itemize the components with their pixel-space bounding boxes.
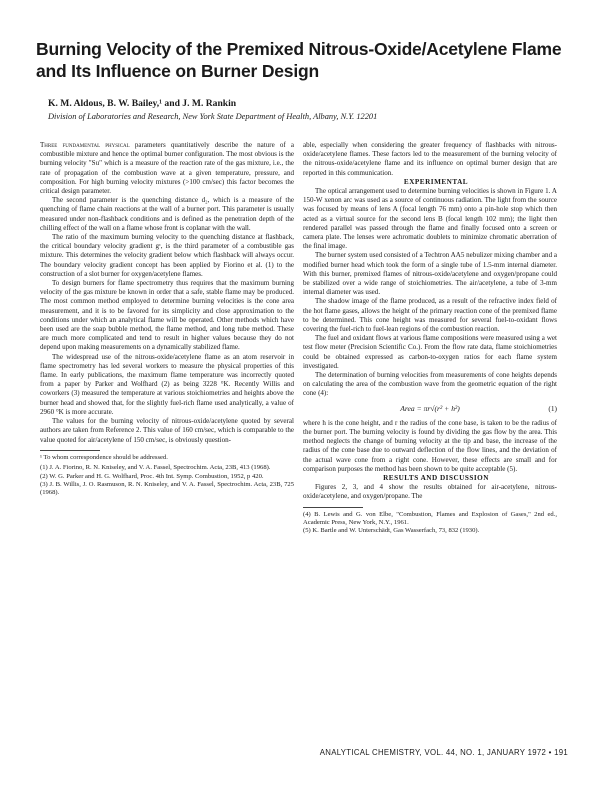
paragraph-intro — [40, 141, 294, 196]
paragraph-shadow-image: The shadow image of the flame produced, as a result of the refractive index field of the hot flame gases, allows the height of the primary reaction cone of the premixed flame to be determined. This cone height was measured for several fuel-to-oxidant flows covering the fuel-rich to fuel-lean regions of the combustion reaction. — [303, 297, 557, 334]
paragraph-results: Figures 2, 3, and 4 show the results obtained for air-acetylene, nitrous-oxide/acetylene, and oxygen/propane. The — [303, 483, 557, 501]
article-title: Burning Velocity of the Premixed Nitrous-Oxide/Acetylene Flame and Its Influence on Burner Design — [36, 39, 562, 81]
paragraph-flow-measurement: The fuel and oxidant flows at various flame compositions were measured using a wet test flow meter (Precision Scientific Co.). From the flow rate data, flame stoichiometries could be obtained expressed as carbon-to-oxygen ratios for each flame system investigated. — [303, 334, 557, 370]
paragraph-flame-temperature: The widespread use of the nitrous-oxide/acetylene flame as an atom reservoir in flame spectrometry has led several workers to measure the physical properties of this flame. In early publications, the maximum flame temperature was incorrectly quoted from a paper by Parker and Wolfhard (2) as being 3228 °K. Recently Willis and coworkers (3) measured the temperature at various stoichiometries and heights above the burner head and showed that, for the slightly fuel-rich flame used analytically, a value of 2960 °K is more accurate. — [40, 352, 294, 416]
paragraph-quenching-distance: The second parameter is the quenching distance d₂, which is a measure of the quenching of flame chain reactions at the wall of a burner port. This parameter is usually measured under non-flashback conditions and is defined as the penetration depth of the chilling effect of the wall on a flame whose front is coplanar with the wall. — [40, 196, 294, 232]
paragraph-burning-velocity-values: The values for the burning velocity of nitrous-oxide/acetylene quoted by several authors are taken from Reference 2. This value of 160 cm/sec, which is comparable to the value quoted for air/acetylene of 150 cm/sec, is obviously question- — [40, 417, 294, 444]
correspondence-footnote: ¹ To whom correspondence should be addressed. — [40, 453, 168, 461]
journal-footer: ANALYTICAL CHEMISTRY, VOL. 44, NO. 1, JANUARY 1972 • 191 — [319, 748, 568, 757]
section-heading-experimental: EXPERIMENTAL — [403, 177, 469, 186]
paragraph-velocity-gradient: The ratio of the maximum burning velocity to the quenching distance at flashback, the critical boundary velocity gradient gᶜ, is the third parameter of a combustible gas mixture. This determines the velocity gradient below which flashback will always occur. The boundary velocity gradient concept has been applied by Fiorino et al. (1) to the construction of a slot burner for oxygen/acetylene flames. — [40, 233, 294, 278]
reference-list-right — [303, 511, 557, 536]
paragraph-continuation: able, especially when considering the greater frequency of flashbacks with nitrous-oxide/acetylene flames. These factors led to the measurement of the burning velocity of the nitrous-oxide/acetylene flame and its influence on optimal burner design that are reported in this communication. — [303, 141, 557, 177]
paragraph-burner-system: The burner system used consisted of a Techtron AA5 nebulizer mixing chamber and a modified burner head which took the form of a single tube of 1.5-mm internal diameter. With this burner, premixed flames of nitrous-oxide/acetylene and oxygen/propane could be stabilized over a wide range of stoichiometries. The air/acetylene, a tube of 3-mm internal diameter was used. — [303, 251, 557, 297]
cone-area-equation: Area = πr√(r² + h²) — [400, 403, 460, 413]
author-list: K. M. Aldous, B. W. Bailey,¹ and J. M. Rankin — [48, 98, 237, 109]
reference-separator — [303, 507, 363, 508]
equation-number: (1) — [548, 403, 557, 413]
intro-text: parameters quantitatively describe the nature of a combustible mixture and hence the optimal burner configuration. The most obvious is the burning velocity "Su" which is a measure of the reaction rate of the gas mixture, i.e., the rate of propagation of the combustion wave at a given temperature, pressure, and composition. For high burning velocity mixtures (>100 cm/sec) this factor becomes the critical design parameter. — [40, 141, 295, 196]
equation-block — [303, 401, 557, 417]
right-column — [303, 141, 557, 536]
section-heading-results: RESULTS AND DISCUSSION — [383, 473, 489, 482]
paragraph-burner-design: To design burners for flame spectrometry thus requires that the maximum burning velocity of the gas mixture be known in order that a safe, stable flame may be produced. The most common method employed to determine burning velocities is the cone area measurement, and it is to be favored for its simplicity and close approximation to the conditions under which an analytical flame will be operated. Other methods which have been used are the soap bubble method, the flame method, and long tube method. These are much more complicated and tend to result in higher values because they do not depend upon making measurements on a dynamically stabilized flame. — [40, 279, 294, 352]
reference-item: (3) J. B. Willis, J. O. Rasmuson, R. N. Kniseley, and V. A. Fassel, Spectrochim. Acta, 23B, 725 (1968). — [40, 480, 294, 497]
affiliation: Division of Laboratories and Research, New York State Department of Health, Albany, N.Y. 12201 — [48, 112, 378, 121]
reference-item: (5) K. Bartle and W. Unterschädt, Gas Wasserfach, 73, 832 (1930). — [303, 527, 480, 535]
left-column — [40, 141, 294, 498]
paragraph-cone-height: The determination of burning velocities from measurements of cone heights depends on calculating the area of the combustion wave from the geometric equation of the right cone (4): — [303, 371, 557, 398]
reference-item: (1) J. A. Fiorino, R. N. Kniseley, and V. A. Fassel, Spectrochim. Acta, 23B, 413 (1968). — [40, 464, 271, 472]
reference-item: (4) B. Lewis and G. von Elbe, "Combustion, Flames and Explosion of Gases," 2nd ed., Academic Press, New York, N.Y., 1961. — [303, 510, 557, 526]
footnote-separator — [40, 450, 100, 451]
reference-list-left — [40, 464, 294, 498]
reference-item: (2) W. G. Parker and H. G. Wolfhard, Proc. 4th Int. Symp. Combustion, 1952, p 420. — [40, 472, 264, 480]
paragraph-method-notes: where h is the cone height, and r the radius of the cone base, is taken to be the radius of the burner port. The burning velocity is found by dividing the gas flow by the area. This method neglects the change of burning velocity at the tip and base, the increase of the radius of the cone base due to outward deflection of the flow lines, and the deviation of the actual wave cone from a right cone. However, these effects are small and for comparison purposes the method has been shown to be quite acceptable (5). — [303, 418, 557, 473]
paragraph-optical-arrangement: The optical arrangement used to determine burning velocities is shown in Figure 1. A 150-W xenon arc was used as a source of continuous radiation. The light from the source was focused by means of lens A (focal length 76 mm) onto a pin-hole stop which then acted as a virtual source for the second lens B (focal length 102 mm); the light then rendered parallel was passed through the flame and finally focused onto a screen or camera plate. The lenses were achromatic doublets to minimize chromatic aberration of the final image. — [303, 187, 557, 251]
lead-in-text: Three fundamental physical — [40, 141, 130, 149]
